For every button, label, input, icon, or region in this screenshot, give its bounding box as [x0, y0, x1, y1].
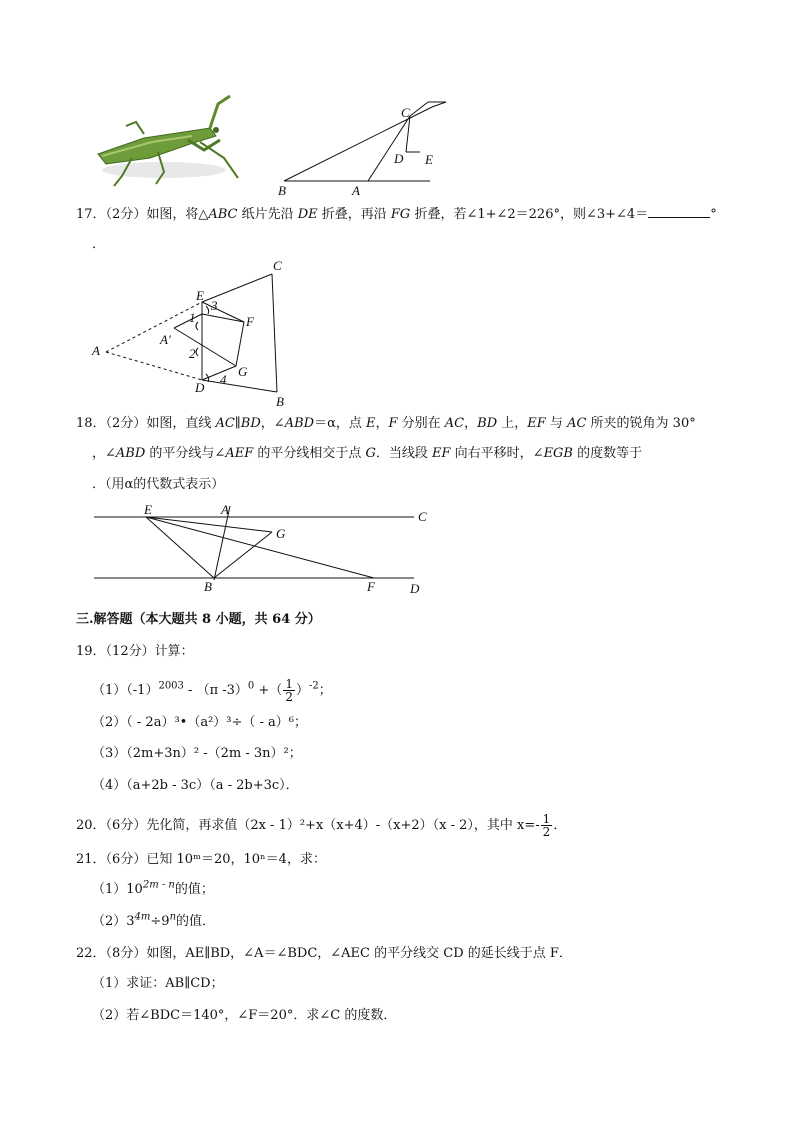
label-A: A [92, 343, 100, 358]
q17-text: 17．（2分）如图，将△ABC 纸片先沿 DE 折叠，再沿 FG 折叠，若∠1+∠2＝226°，则∠3+∠4＝ ° [76, 207, 717, 222]
q18-line3: ．（用α的代数式表示） [92, 477, 225, 492]
label-C: C [401, 105, 410, 120]
mantis-image [92, 92, 242, 187]
label-G: G [238, 364, 248, 379]
label-G: G [276, 526, 286, 541]
label-B: B [278, 183, 286, 198]
label-F: F [367, 579, 375, 594]
q21-part2: $(2)3^{4m}\div 9^n$的值． [92, 911, 216, 929]
label-4: 4 [220, 372, 227, 387]
label-E: E [196, 288, 204, 303]
label-F: F [246, 314, 254, 329]
q18-line1: 18．（2分）如图，直线 AC∥BD，∠ABD＝α，点 E，F 分别在 AC，BD 上，EF 与 AC 所夹的锐角为 30° [76, 416, 696, 431]
label-1: 1 [189, 310, 196, 325]
q20-text: 20．（6分）先化简，再求值（2x - 1）²+x（x+4）-（x+2）（x - 2），其中 x=- $\frac{1}{2}$ ． [76, 812, 567, 839]
label-D: D [410, 581, 420, 596]
label-C: C [418, 509, 427, 524]
q22-part1: （1）求证：AB∥CD； [92, 976, 224, 991]
label-A: A [352, 183, 360, 198]
q22-title: 22．（8分）如图，AE∥BD，∠A＝∠BDC，∠AEC 的平分线交 CD 的延长线于点 F． [76, 946, 572, 961]
label-A: A [221, 502, 229, 517]
label-B: B [204, 579, 212, 594]
ladder-triangle-figure [272, 96, 452, 200]
q22-part2: （2）若∠BDC＝140°，∠F＝20°．求∠C 的度数． [92, 1008, 397, 1023]
fraction: $\frac{1}{2}$ [285, 677, 293, 704]
label-E: E [425, 152, 433, 167]
label-D: D [195, 380, 205, 395]
q17-period: ． [92, 237, 106, 252]
q21-title: 21．（6分）已知 10ᵐ＝20，10ⁿ＝4，求： [76, 852, 326, 867]
q19-part4: （4）（a+2b - 3c）（a - 2b+3c）． [92, 778, 299, 793]
q18-parallel-figure [90, 500, 435, 600]
q18-line2: ，∠ABD 的平分线与∠AEF 的平分线相交于点 G．当线段 EF 向右平移时，∠EGB 的度数等于 [92, 446, 643, 461]
label-E: E [144, 502, 152, 517]
label-B: B [276, 394, 284, 409]
fraction: $\frac{1}{2}$ [542, 812, 551, 839]
q19-title: 19．（12分）计算： [76, 644, 194, 659]
q19-part2: （2）（ - 2a）³•（a²）³÷（ - a）⁶； [92, 715, 308, 730]
q21-part1: $(1)10^{2m - n}$的值； [92, 879, 214, 897]
section-heading: 三.解答题（本大题共 8 小题，共 64 分） [76, 612, 321, 627]
label-2: 2 [189, 346, 196, 361]
q17-fold-figure [90, 258, 300, 410]
q19-part3: （3）（2m+3n）² -（2m - 3n）²； [92, 746, 302, 761]
label-3: 3 [211, 298, 218, 313]
q19-part1: $(1)(-1)^{2003} - (\pi$ -3）$^0$ +（ $\frac{1}{2}$ ）$^{-2}$； [92, 677, 332, 704]
label-A-prime: A′ [160, 332, 171, 347]
label-C: C [273, 258, 282, 273]
answer-blank [648, 205, 710, 218]
label-D: D [394, 151, 404, 166]
